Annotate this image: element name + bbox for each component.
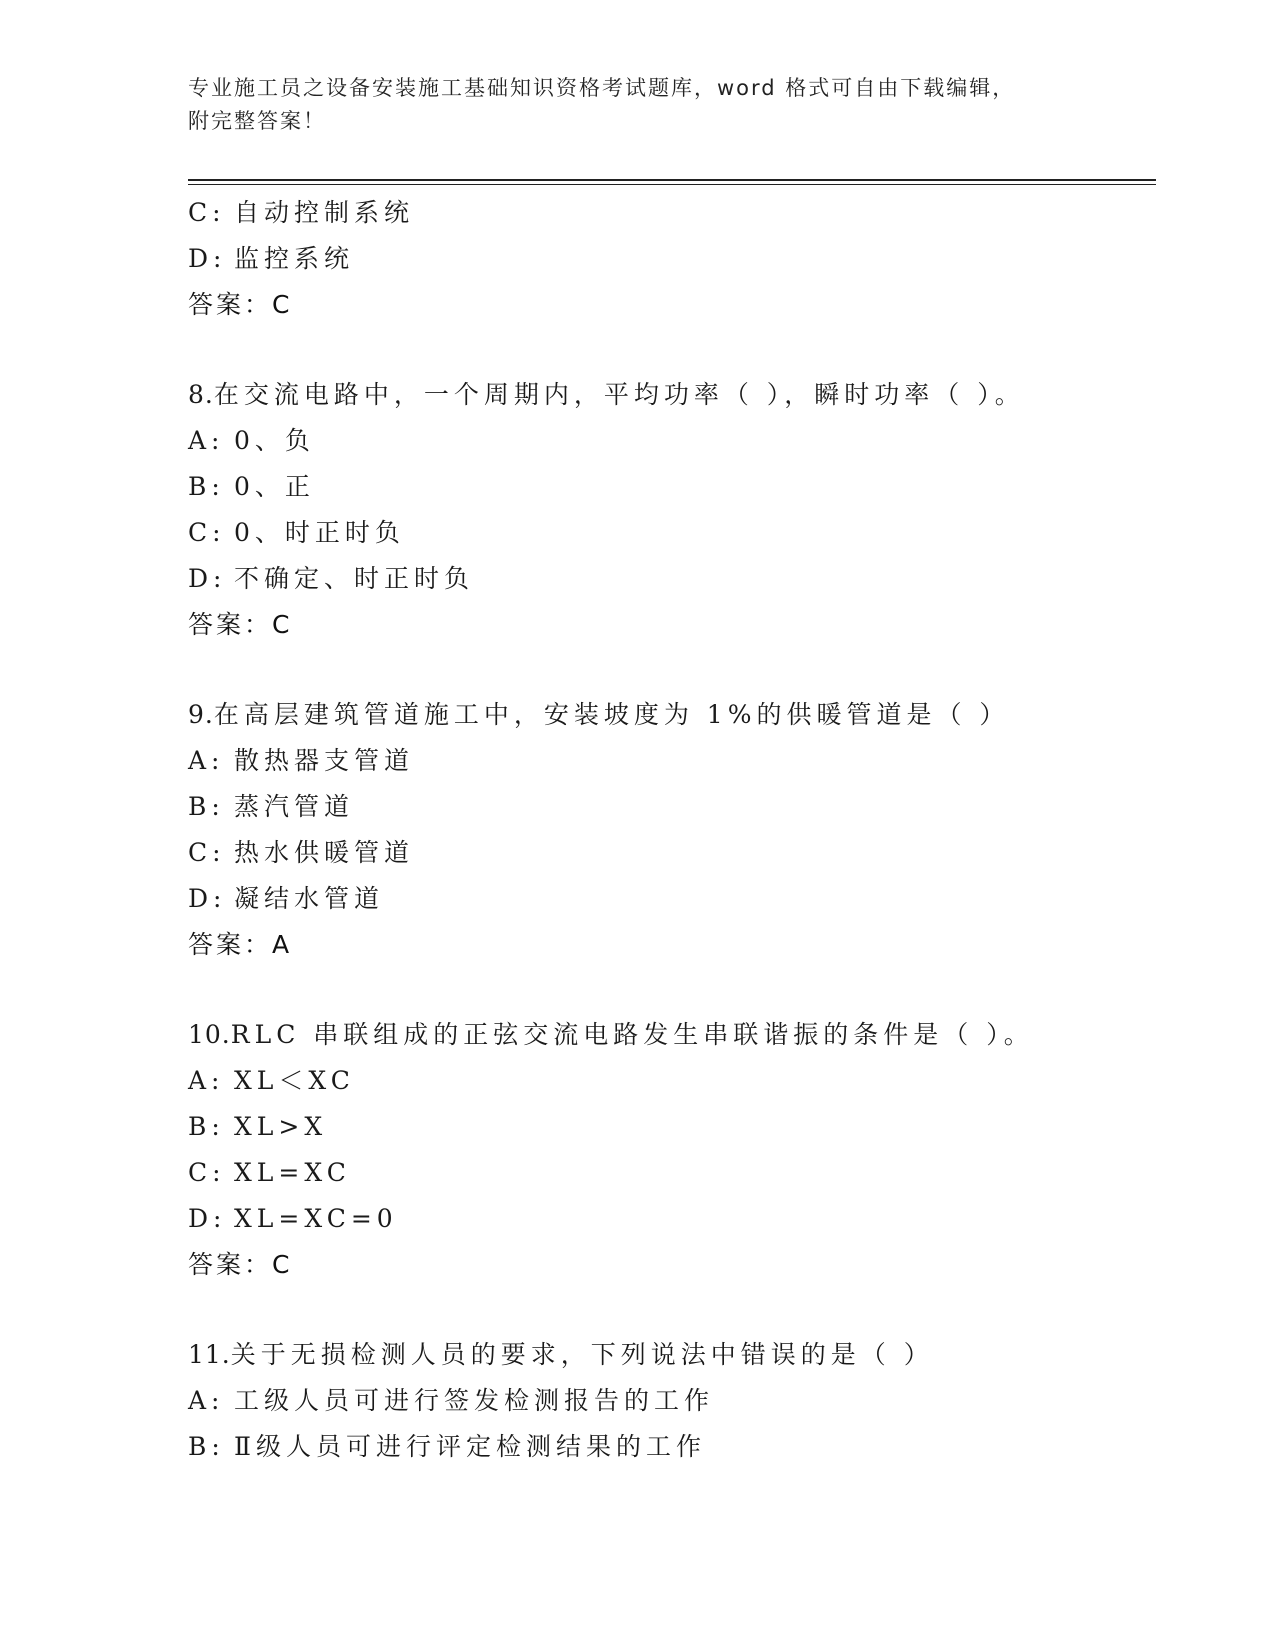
question-8 [188, 372, 1156, 648]
question-7-tail [188, 190, 1156, 328]
option-text: 热水供暖管道 [234, 838, 415, 867]
option-key: B: [188, 792, 225, 821]
option-key: A: [188, 1066, 225, 1095]
option-key: D: [188, 1204, 227, 1233]
question-number: 10. [188, 1020, 231, 1049]
option-text: 不确定、时正时负 [234, 564, 475, 593]
header-divider [188, 179, 1156, 185]
option-text: 监控系统 [234, 244, 355, 273]
option-d [188, 236, 1156, 282]
question-number: 9. [188, 700, 214, 729]
question-number: 11. [188, 1340, 231, 1369]
option-d [188, 556, 1156, 602]
header-title-line-2: 附完整答案！ [188, 109, 326, 133]
spacer [188, 1288, 1156, 1332]
option-key: A: [188, 746, 225, 775]
option-key: B: [188, 1432, 225, 1461]
option-d [188, 876, 1156, 922]
option-key: D: [188, 564, 227, 593]
option-key: D: [188, 884, 227, 913]
option-key: C: [188, 198, 226, 227]
answer-line: 答案：A [188, 930, 293, 959]
option-key: C: [188, 518, 226, 547]
option-a [188, 1058, 1156, 1104]
question-text: RLC 串联组成的正弦交流电路发生串联谐振的条件是（ ）。 [230, 1020, 1034, 1049]
option-text: 凝结水管道 [234, 884, 385, 913]
option-b [188, 1424, 1156, 1470]
question-10 [188, 1012, 1156, 1288]
option-key: C: [188, 1158, 226, 1187]
option-key: B: [188, 1112, 225, 1141]
answer-line: 答案：C [188, 610, 293, 639]
option-c [188, 1150, 1156, 1196]
option-d [188, 1196, 1156, 1242]
option-key: A: [188, 1386, 225, 1415]
option-c [188, 190, 1156, 236]
question-text: 在高层建筑管道施工中，安装坡度为 1%的供暖管道是（ ） [213, 700, 1010, 729]
option-text: 0、正 [234, 472, 315, 501]
spacer [188, 648, 1156, 692]
option-b [188, 784, 1156, 830]
question-number: 8. [188, 380, 214, 409]
answer-line: 答案：C [188, 290, 293, 319]
option-text: Ⅱ级人员可进行评定检测结果的工作 [234, 1432, 706, 1461]
question-text: 在交流电路中，一个周期内，平均功率（ ），瞬时功率（ ）。 [213, 380, 1025, 409]
option-c [188, 510, 1156, 556]
option-c [188, 830, 1156, 876]
question-text: 关于无损检测人员的要求，下列说法中错误的是（ ） [230, 1340, 934, 1369]
option-text: 工级人员可进行签发检测报告的工作 [234, 1386, 715, 1415]
option-a [188, 738, 1156, 784]
question-stem [188, 1332, 1156, 1378]
option-text: 0、时正时负 [234, 518, 405, 547]
option-text: 蒸汽管道 [234, 792, 355, 821]
option-b [188, 464, 1156, 510]
question-stem [188, 1012, 1156, 1058]
option-text: 自动控制系统 [234, 198, 415, 227]
option-key: D: [188, 244, 227, 273]
document-header [188, 72, 1088, 138]
answer-line: 答案：C [188, 1250, 293, 1279]
option-text: 0、负 [234, 426, 315, 455]
question-stem [188, 372, 1156, 418]
question-list [188, 190, 1156, 1470]
option-text: XL＜XC [234, 1066, 355, 1095]
option-key: A: [188, 426, 225, 455]
spacer [188, 968, 1156, 1012]
option-key: C: [188, 838, 226, 867]
option-text: XL>X [234, 1112, 328, 1141]
question-11 [188, 1332, 1156, 1470]
spacer [188, 328, 1156, 372]
option-text: XL=XC=0 [234, 1204, 398, 1233]
question-9 [188, 692, 1156, 968]
header-title-line-1: 专业施工员之设备安装施工基础知识资格考试题库，word 格式可自由下载编辑， [188, 76, 1016, 100]
option-a [188, 418, 1156, 464]
option-a [188, 1378, 1156, 1424]
option-key: B: [188, 472, 225, 501]
option-text: 散热器支管道 [234, 746, 415, 775]
option-text: XL=XC [234, 1158, 351, 1187]
option-b [188, 1104, 1156, 1150]
question-stem [188, 692, 1156, 738]
